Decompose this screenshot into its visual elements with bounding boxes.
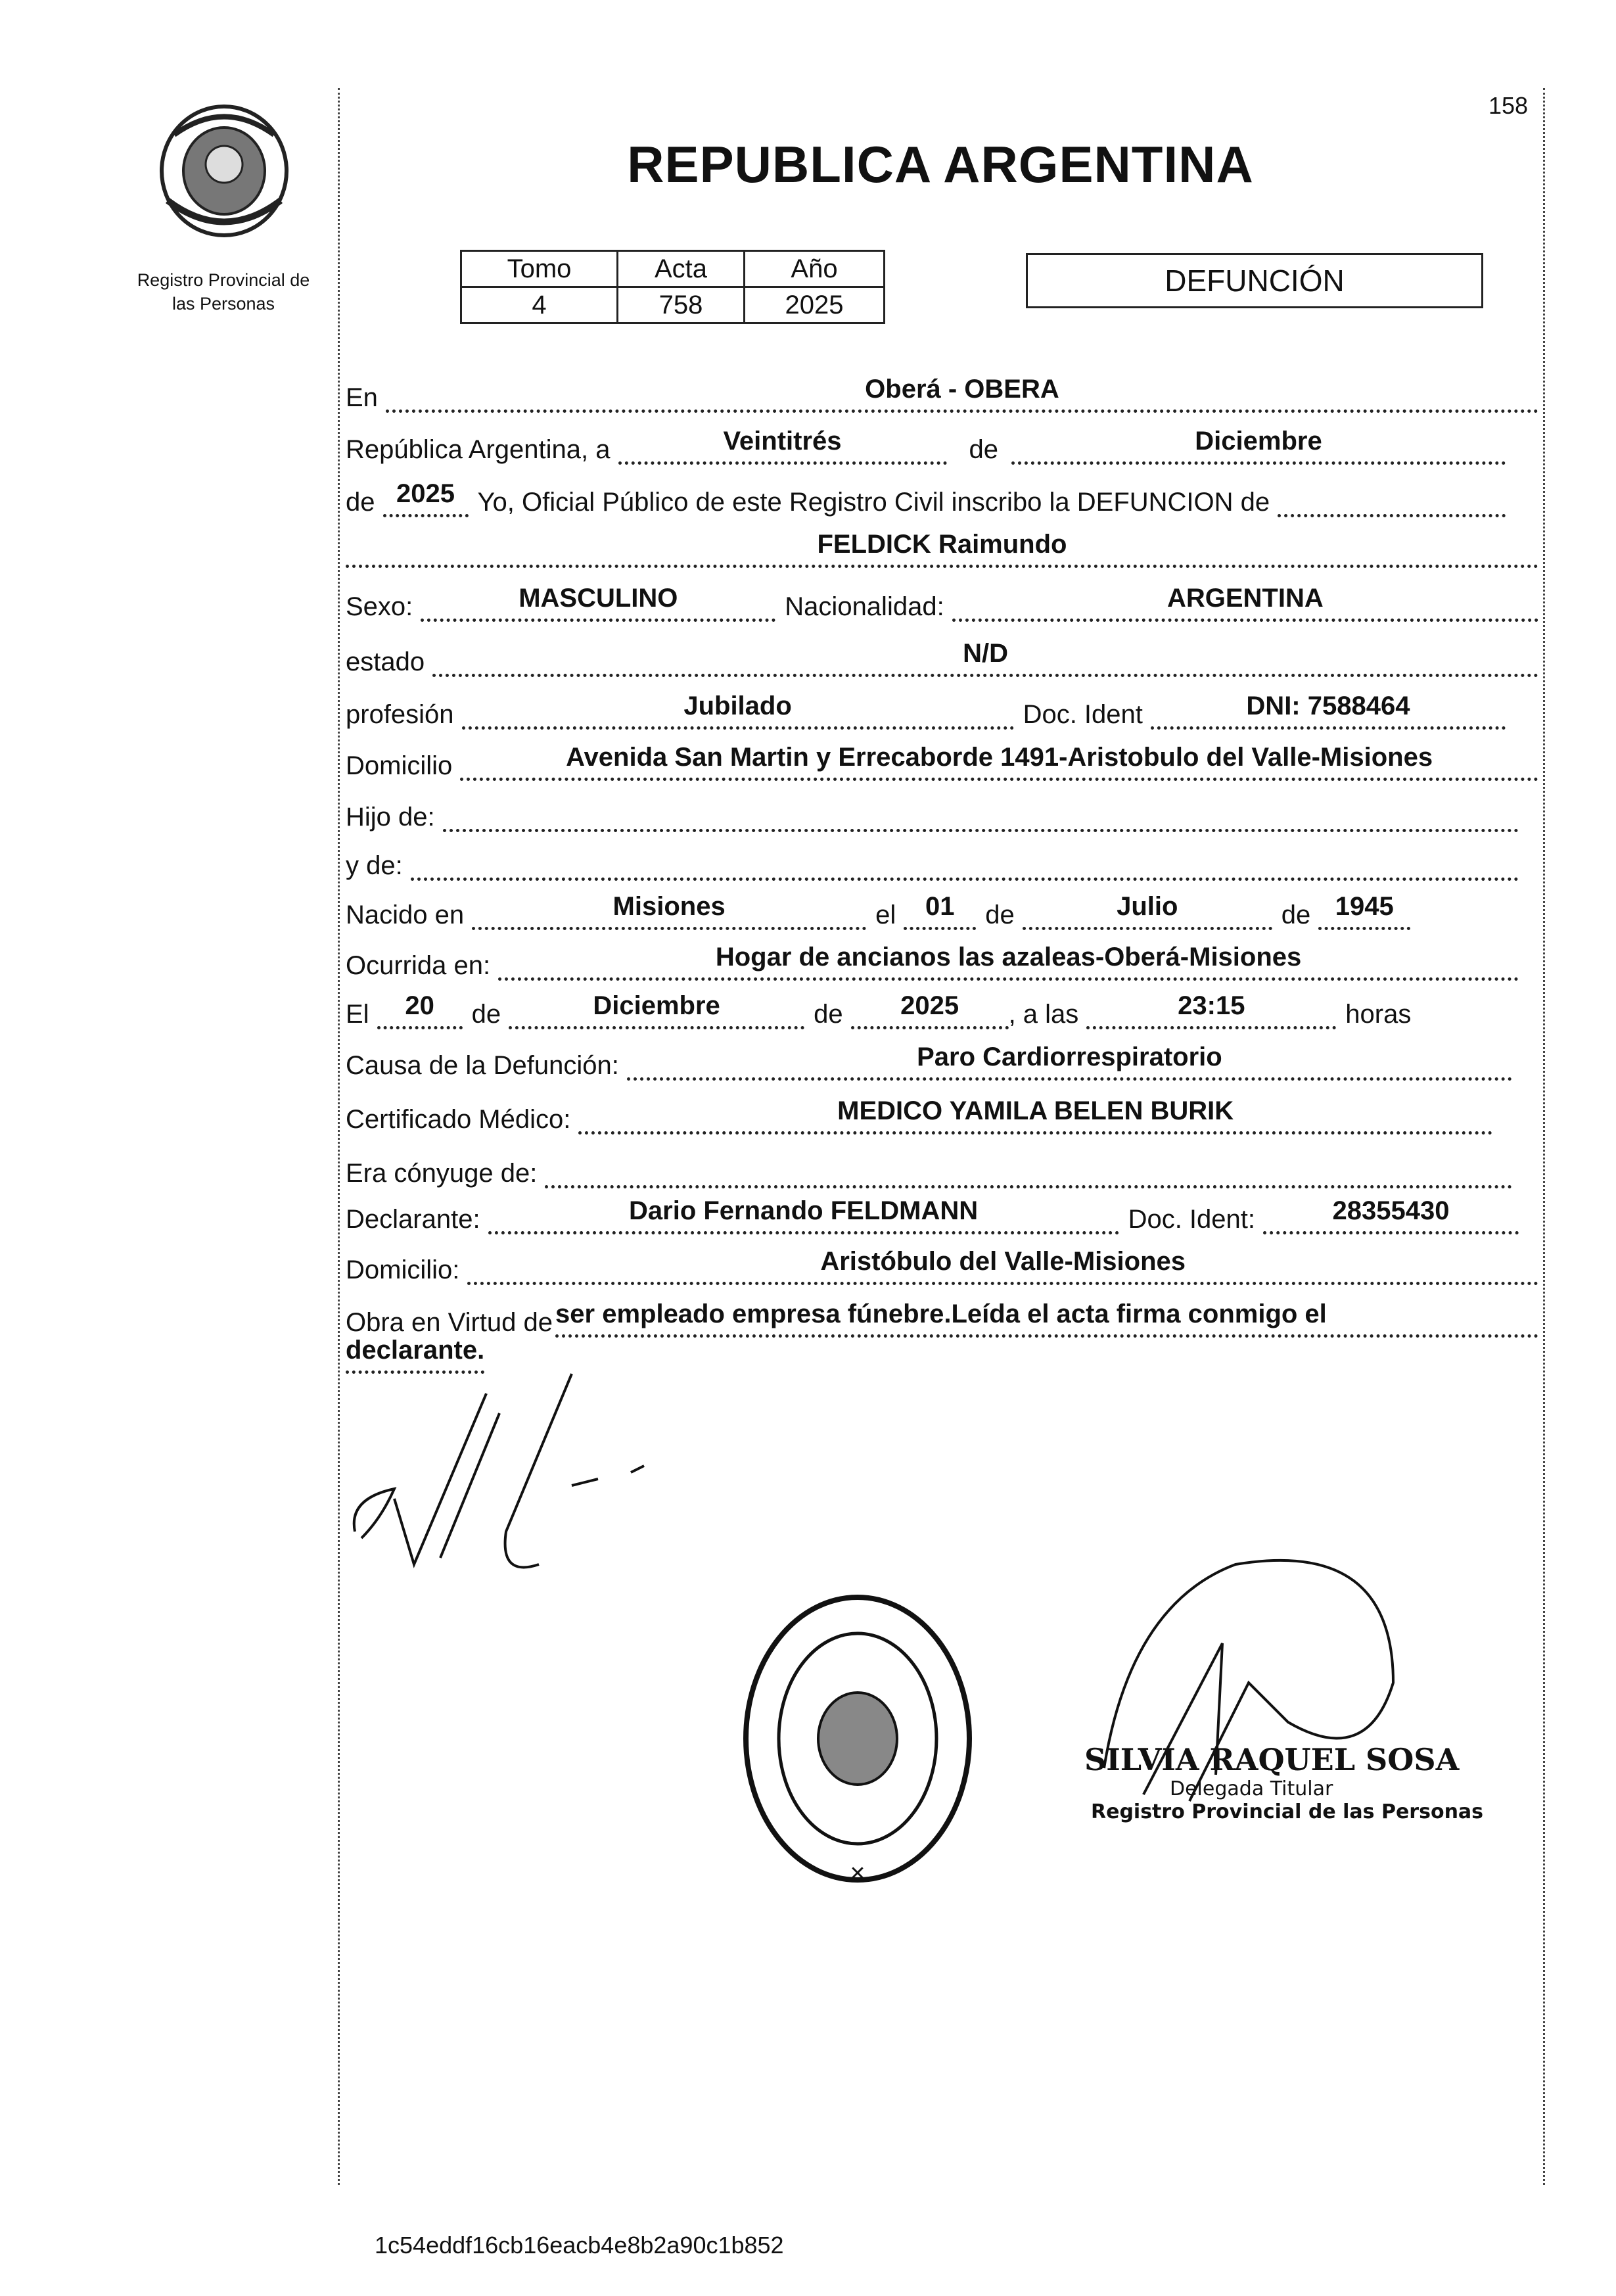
- estado-field: N/D: [432, 637, 1538, 677]
- hora-field: 23:15: [1086, 989, 1336, 1029]
- doc-label: Doc. Ident: [1023, 700, 1143, 729]
- profesion-field: Jubilado: [462, 690, 1014, 730]
- row-profesion: [346, 690, 1538, 730]
- hijo-label: Hijo de:: [346, 803, 435, 832]
- oficial-text: Yo, Oficial Público de este Registro Civil inscribo la DEFUNCION de: [477, 488, 1270, 517]
- de-label: de: [346, 488, 375, 517]
- document-title: REPUBLICA ARGENTINA: [627, 135, 1254, 193]
- right-margin-line: [1543, 88, 1545, 2185]
- sexo-label: Sexo:: [346, 592, 413, 621]
- row-yde: [346, 841, 1538, 881]
- row-domicilio: [346, 741, 1538, 781]
- alas-label: , a las: [1008, 1000, 1079, 1029]
- nacido-label: Nacido en: [346, 901, 465, 929]
- tomo-header: Tomo: [461, 251, 618, 287]
- row-domicilio-declarante: [346, 1246, 1538, 1285]
- mes-field: Diciembre: [1011, 425, 1506, 465]
- domicilio2-field: Aristóbulo del Valle-Misiones: [467, 1245, 1538, 1285]
- def-anio-field: 2025: [851, 989, 1009, 1029]
- declarante-field: Dario Fernando FELDMANN: [488, 1194, 1119, 1234]
- en-label: En: [346, 383, 378, 412]
- acta-header: Acta: [618, 251, 745, 287]
- row-sexo: [346, 582, 1538, 622]
- nacido-en-field: Misiones: [472, 890, 866, 930]
- de-label: de: [969, 435, 998, 464]
- nac-mes-field: Julio: [1023, 890, 1272, 930]
- row-ocurrida: [346, 941, 1538, 981]
- row-inscripcion: [346, 478, 1538, 517]
- declarante-label: Declarante:: [346, 1205, 480, 1234]
- registry-caption-line: Registro Provincial de: [137, 270, 310, 290]
- signatory-name: SILVIA RAQUEL SOSA: [1084, 1742, 1460, 1777]
- El-label: El: [346, 1000, 369, 1029]
- conyuge-field: [545, 1148, 1512, 1188]
- reference-table: [460, 250, 885, 324]
- row-hijo: [346, 793, 1538, 832]
- obra-field: ser empleado empresa fúnebre.Leída el acta firma conmigo el: [555, 1298, 1538, 1338]
- row-lugar: [346, 373, 1538, 413]
- domicilio2-label: Domicilio:: [346, 1255, 460, 1284]
- signatory-office: Registro Provincial de las Personas: [1091, 1800, 1484, 1823]
- profesion-label: profesión: [346, 700, 454, 729]
- document-hash: 1c54eddf16cb16eacb4e8b2a90c1b852: [375, 2232, 784, 2259]
- registry-caption-line: las Personas: [172, 294, 275, 314]
- hijo-field: [443, 792, 1519, 832]
- de-label: de: [814, 1000, 843, 1029]
- certificado-field: MEDICO YAMILA BELEN BURIK: [578, 1094, 1492, 1135]
- row-causa: [346, 1041, 1538, 1081]
- def-dia-field: 20: [377, 989, 463, 1029]
- conyuge-label: Era cónyuge de:: [346, 1159, 538, 1188]
- anio-field: 2025: [383, 477, 469, 517]
- row-nombre: [346, 528, 1538, 568]
- row-fecha-defuncion: [346, 990, 1538, 1029]
- doc2-label: Doc. Ident:: [1128, 1205, 1255, 1234]
- blank-field: [1278, 477, 1506, 517]
- ocurrida-label: Ocurrida en:: [346, 951, 491, 980]
- row-obra: [346, 1298, 1538, 1338]
- row-nacido: [346, 891, 1538, 930]
- nacionalidad-field: ARGENTINA: [952, 582, 1538, 622]
- nombre-field: FELDICK Raimundo: [346, 528, 1538, 568]
- signatory-role: Delegada Titular: [1170, 1777, 1333, 1800]
- page-number: 158: [1489, 92, 1529, 119]
- nac-anio-field: 1945: [1318, 890, 1410, 930]
- obra-field-cont: declarante.: [346, 1334, 484, 1374]
- horas-label: horas: [1345, 1000, 1412, 1029]
- de-label: de: [471, 1000, 501, 1029]
- obra-label: Obra en Virtud de: [346, 1308, 553, 1337]
- nacionalidad-label: Nacionalidad:: [785, 592, 944, 621]
- nac-dia-field: 01: [904, 890, 976, 930]
- causa-label: Causa de la Defunción:: [346, 1051, 619, 1080]
- el-label: el: [875, 901, 896, 929]
- de-label: de: [985, 901, 1015, 929]
- row-certificado: [346, 1095, 1538, 1135]
- signatory-block: [1084, 1742, 1483, 1823]
- registry-caption: [131, 268, 315, 316]
- tomo-value: 4: [461, 287, 618, 323]
- dia-field: Veintitrés: [618, 425, 947, 465]
- domicilio-label: Domicilio: [346, 751, 453, 780]
- row-estado: [346, 638, 1538, 677]
- doc-field: DNI: 7588464: [1151, 690, 1506, 730]
- yde-label: y de:: [346, 851, 403, 880]
- certificado-label: Certificado Médico:: [346, 1105, 571, 1134]
- doc2-field: 28355430: [1263, 1194, 1519, 1234]
- de-label: de: [1281, 901, 1311, 929]
- left-margin-line: [338, 88, 340, 2185]
- declarant-signature: [342, 1367, 710, 1591]
- sexo-field: MASCULINO: [421, 582, 775, 622]
- anio-header: Año: [745, 251, 885, 287]
- republica-label: República Argentina, a: [346, 435, 611, 464]
- svg-text:✕: ✕: [849, 1863, 866, 1885]
- acta-value: 758: [618, 287, 745, 323]
- domicilio-field: Avenida San Martin y Errecaborde 1491-Aristobulo del Valle-Misiones: [460, 741, 1538, 781]
- estado-label: estado: [346, 647, 425, 676]
- def-mes-field: Diciembre: [509, 989, 804, 1029]
- row-conyuge: [346, 1149, 1538, 1188]
- ocurrida-field: Hogar de ancianos las azaleas-Oberá-Misiones: [498, 941, 1519, 981]
- yde-field: [411, 841, 1519, 881]
- causa-field: Paro Cardiorrespiratorio: [627, 1041, 1512, 1081]
- official-seal: [739, 1591, 976, 1886]
- record-type-box: DEFUNCIÓN: [1026, 253, 1483, 308]
- anio-value: 2025: [745, 287, 885, 323]
- lugar-field: Oberá - OBERA: [386, 373, 1538, 413]
- row-declarante: [346, 1195, 1538, 1234]
- row-fecha: [346, 425, 1538, 465]
